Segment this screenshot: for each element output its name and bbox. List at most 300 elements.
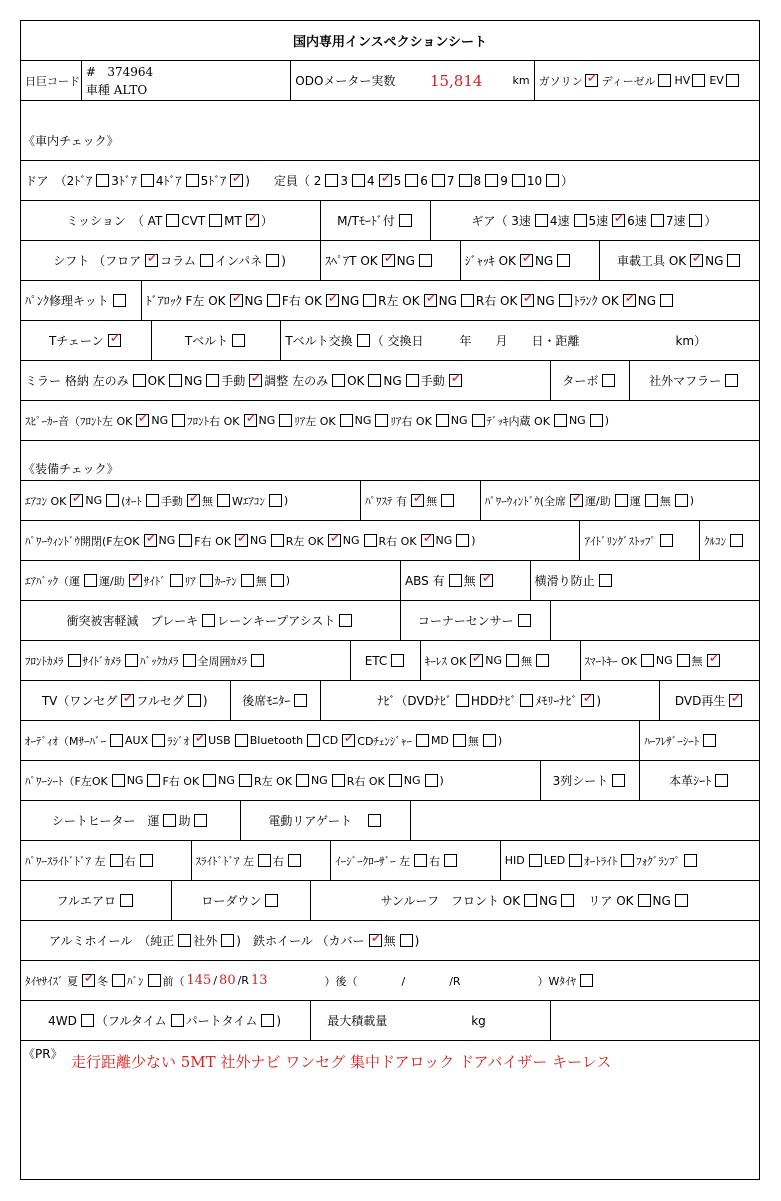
item-label: ﾊﾟﾜｰｳｨﾝﾄﾞｳ(全席	[484, 494, 567, 508]
checkbox[interactable]	[658, 74, 671, 87]
check-cell	[500, 841, 759, 880]
checkbox[interactable]	[172, 414, 185, 427]
checkbox[interactable]	[689, 214, 702, 227]
item-label: 無	[691, 654, 703, 668]
checked-checkbox[interactable]	[193, 734, 206, 747]
item-label: USB	[208, 734, 231, 747]
checkbox[interactable]	[332, 374, 345, 387]
checkbox[interactable]	[267, 294, 280, 307]
checkbox[interactable]	[68, 654, 81, 667]
item-label: 無	[467, 734, 479, 748]
checkbox[interactable]	[288, 854, 301, 867]
item-label: NG	[342, 534, 360, 547]
check-cell	[240, 801, 410, 840]
checked-checkbox[interactable]	[144, 534, 157, 547]
checkbox[interactable]	[183, 654, 196, 667]
checked-checkbox[interactable]	[382, 254, 395, 267]
checkbox[interactable]	[84, 574, 97, 587]
checkbox[interactable]	[727, 254, 740, 267]
item-label: R右 OK	[378, 534, 417, 548]
item-label: 社外	[193, 934, 218, 948]
check-cell	[21, 601, 400, 640]
item-label: 4速	[549, 214, 570, 228]
checked-checkbox[interactable]	[690, 254, 703, 267]
checked-checkbox[interactable]	[623, 294, 636, 307]
item-label: 手動	[160, 494, 183, 508]
check-cell	[320, 681, 659, 720]
checkbox[interactable]	[166, 214, 179, 227]
item-label: NG	[151, 414, 169, 427]
check-cell	[21, 561, 400, 600]
item-label: 4	[366, 173, 375, 188]
checkbox[interactable]	[206, 374, 219, 387]
check-cell	[230, 681, 320, 720]
item-label: NG	[438, 293, 457, 308]
item-label: NG	[244, 293, 263, 308]
vehicle-id-cell	[81, 61, 290, 100]
check-row-mission	[21, 201, 759, 241]
item-label: NG	[310, 774, 328, 787]
checked-checkbox[interactable]	[424, 294, 437, 307]
checked-checkbox[interactable]	[246, 214, 259, 227]
check-cell	[629, 361, 759, 400]
checkbox[interactable]	[368, 814, 381, 827]
item-label: 9	[500, 173, 508, 188]
item-label: HDDﾅﾋﾞ	[470, 694, 517, 708]
item-label: 5ﾄﾞｱ	[200, 174, 227, 188]
checkbox[interactable]	[140, 854, 153, 867]
checkbox[interactable]	[266, 254, 279, 267]
checkbox[interactable]	[239, 774, 252, 787]
checkbox[interactable]	[400, 934, 413, 947]
check-row-aero	[21, 881, 759, 921]
item-label: 無	[383, 934, 396, 948]
checkbox[interactable]	[375, 414, 388, 427]
checked-checkbox[interactable]	[379, 174, 392, 187]
check-cell	[320, 241, 460, 280]
checkbox[interactable]	[436, 414, 449, 427]
checked-checkbox[interactable]	[145, 254, 158, 267]
checkbox[interactable]	[125, 654, 138, 667]
item-label: ｽﾏｰﾄｷｰ OK	[584, 654, 637, 668]
checkbox[interactable]	[110, 734, 123, 747]
checkbox[interactable]	[235, 734, 248, 747]
checkbox[interactable]	[535, 214, 548, 227]
checkbox[interactable]	[590, 414, 603, 427]
checkbox[interactable]	[271, 534, 284, 547]
check-cell	[639, 761, 759, 800]
item-label: 無	[255, 574, 267, 588]
fuel-label: HV	[674, 74, 691, 87]
checkbox[interactable]	[120, 894, 133, 907]
checkbox[interactable]	[141, 174, 154, 187]
checkbox[interactable]	[725, 374, 738, 387]
checked-checkbox[interactable]	[82, 974, 95, 987]
check-cell	[151, 321, 281, 360]
item-label: 無	[426, 494, 438, 508]
item-label: 運/助	[585, 494, 611, 508]
checkbox[interactable]	[524, 894, 537, 907]
check-cell	[410, 801, 759, 840]
checkbox[interactable]	[645, 494, 658, 507]
checkbox[interactable]	[232, 334, 245, 347]
item-label: ﾘｱ左 OK	[294, 414, 336, 428]
item-label: 手動	[221, 374, 246, 388]
checkbox[interactable]	[363, 294, 376, 307]
checkbox[interactable]	[414, 854, 427, 867]
checkbox[interactable]	[557, 254, 570, 267]
inspection-sheet	[20, 20, 760, 1180]
checkbox[interactable]	[615, 494, 628, 507]
item-label: F右 OK	[162, 774, 200, 788]
checkbox[interactable]	[703, 734, 716, 747]
item-label: /R	[237, 974, 249, 987]
item-label: )	[604, 414, 609, 427]
checked-checkbox[interactable]	[230, 294, 243, 307]
checkbox[interactable]	[483, 734, 496, 747]
item-label: フルエアロ	[56, 894, 117, 908]
item-label: 無	[659, 494, 671, 508]
checkbox[interactable]	[660, 294, 673, 307]
checkbox[interactable]	[261, 1014, 274, 1027]
checkbox[interactable]	[692, 74, 705, 87]
checked-checkbox[interactable]	[729, 694, 742, 707]
item-label: 本革ｼｰﾄ	[669, 774, 712, 788]
checkbox[interactable]	[265, 894, 278, 907]
item-label: ETC	[364, 653, 388, 668]
checkbox[interactable]	[602, 374, 615, 387]
checkbox[interactable]	[170, 574, 183, 587]
item-label: ｽﾗｲﾄﾞﾄﾞｱ 左	[195, 854, 255, 868]
checkbox[interactable]	[148, 974, 161, 987]
check-row-tire	[21, 961, 759, 1001]
item-label: ターボ	[562, 374, 599, 388]
checked-checkbox[interactable]	[369, 934, 382, 947]
checkbox[interactable]	[169, 374, 182, 387]
check-cell	[141, 281, 759, 320]
checkbox[interactable]	[554, 414, 567, 427]
check-cell	[310, 881, 759, 920]
item-label: ）後（ / /R ）Wﾀｲﾔ	[269, 974, 576, 988]
pr-area	[21, 1041, 759, 1179]
item-label: NG	[485, 654, 503, 667]
item-label: ｻｲﾄﾞｶﾒﾗ	[82, 654, 121, 668]
checkbox[interactable]	[399, 214, 412, 227]
checked-checkbox[interactable]	[470, 654, 483, 667]
checkbox[interactable]	[296, 774, 309, 787]
checkbox[interactable]	[112, 974, 125, 987]
item-label: NG	[568, 414, 586, 427]
checkbox[interactable]	[660, 534, 673, 547]
item-label: R右 OK	[475, 294, 518, 308]
check-cell	[21, 801, 240, 840]
checked-checkbox[interactable]	[249, 374, 262, 387]
item-label: 4WD	[48, 1013, 77, 1028]
item-label: M/Tﾓｰﾄﾞ付	[337, 214, 395, 228]
item-label: ) 定員（ 2	[245, 174, 322, 188]
check-row-speaker	[21, 401, 759, 441]
checkbox[interactable]	[146, 494, 159, 507]
checked-checkbox[interactable]	[136, 414, 149, 427]
item-label: NG	[396, 253, 415, 268]
item-label: NG	[652, 893, 671, 908]
checked-checkbox[interactable]	[328, 534, 341, 547]
checkbox[interactable]	[472, 414, 485, 427]
item-label: ﾊﾟﾜｽﾃ 有	[365, 494, 408, 508]
checked-checkbox[interactable]	[411, 494, 424, 507]
checkbox[interactable]	[271, 574, 284, 587]
filled-value: 80	[219, 973, 236, 988]
checked-checkbox[interactable]	[121, 694, 134, 707]
checkbox[interactable]	[152, 734, 165, 747]
check-row-pw-open	[21, 521, 759, 561]
item-label: ドア （2ﾄﾞｱ	[25, 174, 93, 188]
checkbox[interactable]	[294, 694, 307, 707]
checked-checkbox[interactable]	[707, 654, 720, 667]
item-label: 6速	[627, 214, 647, 228]
check-cell	[550, 361, 630, 400]
checkbox[interactable]	[651, 214, 664, 227]
item-label: リア OK	[576, 894, 634, 908]
item-label: Bluetooth	[249, 734, 304, 747]
checkbox[interactable]	[621, 854, 634, 867]
check-cell	[21, 721, 639, 760]
checkbox[interactable]	[209, 214, 222, 227]
checkbox[interactable]	[391, 654, 404, 667]
checkbox[interactable]	[638, 894, 651, 907]
item-label: 8	[473, 173, 482, 188]
checkbox[interactable]	[569, 854, 582, 867]
checkbox[interactable]	[221, 934, 234, 947]
checked-checkbox[interactable]	[326, 294, 339, 307]
checkbox[interactable]	[546, 174, 559, 187]
checkbox[interactable]	[416, 734, 429, 747]
checkbox[interactable]	[258, 854, 271, 867]
checkbox[interactable]	[194, 814, 207, 827]
item-label: ﾊﾞﾝ	[127, 974, 144, 988]
checkbox[interactable]	[186, 174, 199, 187]
checked-checkbox[interactable]	[230, 174, 243, 187]
check-cell	[21, 361, 550, 400]
item-label: 前（	[162, 974, 185, 988]
check-cell	[420, 641, 580, 680]
checkbox[interactable]	[113, 294, 126, 307]
item-label: ﾌﾛﾝﾄ右 OK	[187, 414, 240, 428]
checkbox[interactable]	[200, 254, 213, 267]
checkbox[interactable]	[339, 614, 352, 627]
item-label: 6	[420, 173, 428, 188]
checkbox[interactable]	[96, 174, 109, 187]
checkbox[interactable]	[730, 534, 743, 547]
checkbox[interactable]	[432, 174, 445, 187]
item-label: 後席ﾓﾆﾀｰ	[242, 694, 291, 708]
check-cell	[21, 321, 151, 360]
checkbox[interactable]	[188, 694, 201, 707]
item-label: 3列シート	[552, 774, 609, 788]
checkbox[interactable]	[110, 854, 123, 867]
checkbox[interactable]	[561, 894, 574, 907]
checkbox[interactable]	[518, 614, 531, 627]
check-cell	[400, 561, 530, 600]
checkbox[interactable]	[178, 934, 191, 947]
check-cell	[191, 841, 331, 880]
check-cell	[21, 401, 759, 440]
checkbox[interactable]	[405, 174, 418, 187]
checked-checkbox[interactable]	[342, 734, 355, 747]
item-label: 無	[521, 654, 533, 668]
checkbox[interactable]	[506, 654, 519, 667]
checkbox[interactable]	[485, 174, 498, 187]
item-label: ﾊﾟﾜｰｳｨﾝﾄﾞｳ開閉(F左OK	[25, 534, 140, 548]
item-label: NG	[403, 774, 421, 787]
check-cell	[659, 681, 759, 720]
check-row-slide	[21, 841, 759, 881]
checkbox[interactable]	[357, 334, 370, 347]
checked-checkbox[interactable]	[187, 494, 200, 507]
checkbox[interactable]	[251, 654, 264, 667]
equipment-section-label: 《装備チェック》	[23, 461, 119, 476]
checkbox[interactable]	[200, 574, 213, 587]
checkbox[interactable]	[612, 774, 625, 787]
item-label: )	[283, 494, 289, 507]
checked-checkbox[interactable]	[581, 694, 594, 707]
checkbox[interactable]	[147, 774, 160, 787]
item-label: ﾄﾞｱﾛｯｸ F左 OK	[145, 294, 226, 308]
item-label: ｽﾋﾟｰｶｰ音（ﾌﾛﾝﾄ左 OK	[25, 414, 133, 428]
checkbox[interactable]	[580, 974, 593, 987]
checkbox[interactable]	[203, 774, 216, 787]
checkbox[interactable]	[202, 614, 215, 627]
item-label: 無	[463, 574, 476, 588]
checkbox[interactable]	[574, 214, 587, 227]
checkbox[interactable]	[536, 654, 549, 667]
checkbox[interactable]	[456, 694, 469, 707]
checkbox[interactable]	[368, 374, 381, 387]
item-label: 手動	[420, 374, 445, 388]
checkbox[interactable]	[520, 694, 533, 707]
item-label: ﾘｱ右 OK	[390, 414, 432, 428]
checkbox[interactable]	[279, 414, 292, 427]
check-cell	[21, 641, 350, 680]
item-label: )	[471, 534, 476, 547]
checked-checkbox[interactable]	[108, 334, 121, 347]
checkbox[interactable]	[453, 734, 466, 747]
checked-checkbox[interactable]	[520, 254, 533, 267]
checkbox[interactable]	[425, 774, 438, 787]
checked-checkbox[interactable]	[129, 574, 142, 587]
item-label: インパネ	[215, 254, 263, 268]
check-cell	[310, 1001, 549, 1040]
checkbox[interactable]	[112, 774, 125, 787]
checked-checkbox[interactable]	[449, 374, 462, 387]
item-label: HID	[504, 854, 525, 867]
checked-checkbox[interactable]	[235, 534, 248, 547]
item-label: NG	[539, 893, 558, 908]
checkbox[interactable]	[715, 774, 728, 787]
checkbox[interactable]	[675, 494, 688, 507]
item-label: 社外マフラー	[649, 374, 722, 388]
checkbox[interactable]	[133, 374, 146, 387]
checkbox[interactable]	[441, 494, 454, 507]
item-label: NG	[450, 414, 468, 427]
checked-checkbox[interactable]	[421, 534, 434, 547]
checkbox[interactable]	[352, 174, 365, 187]
checked-checkbox[interactable]	[244, 414, 257, 427]
item-label: ﾒﾓﾘｰﾅﾋﾞ	[535, 694, 578, 708]
filled-value: 145	[186, 973, 212, 988]
checkbox[interactable]	[389, 774, 402, 787]
item-label: )	[414, 933, 420, 948]
checkbox[interactable]	[269, 494, 282, 507]
checkbox[interactable]	[512, 174, 525, 187]
checkbox[interactable]	[559, 294, 572, 307]
item-label: F右 OK	[281, 294, 322, 308]
checkbox[interactable]	[599, 574, 612, 587]
checkbox[interactable]	[444, 854, 457, 867]
checkbox[interactable]	[406, 374, 419, 387]
item-label: NG	[705, 253, 724, 268]
checkbox[interactable]	[171, 1014, 184, 1027]
item-label: 全周囲ｶﾒﾗ	[197, 654, 247, 668]
item-label: ）	[561, 174, 574, 188]
check-cell	[550, 1001, 759, 1040]
checkbox[interactable]	[106, 494, 119, 507]
item-label: )	[285, 574, 291, 587]
checkbox[interactable]	[677, 654, 690, 667]
checkbox[interactable]	[419, 254, 432, 267]
checkbox[interactable]	[325, 174, 338, 187]
item-label: CDﾁｪﾝｼﾞｬｰ	[357, 734, 412, 748]
checkbox[interactable]	[217, 494, 230, 507]
checkbox[interactable]	[332, 774, 345, 787]
checkbox[interactable]	[163, 814, 176, 827]
item-label: NG	[126, 774, 144, 787]
fuel-label: EV	[709, 74, 724, 87]
checkbox[interactable]	[459, 174, 472, 187]
checked-checkbox[interactable]	[70, 494, 83, 507]
item-label: ｽﾍﾟｱT OK	[325, 254, 378, 268]
checkbox[interactable]	[726, 74, 739, 87]
checkbox[interactable]	[456, 534, 469, 547]
item-label: NG	[183, 373, 203, 388]
check-row-shift	[21, 241, 759, 281]
checked-checkbox[interactable]	[480, 574, 493, 587]
checked-checkbox[interactable]	[612, 214, 625, 227]
checkbox[interactable]	[307, 734, 320, 747]
checkbox[interactable]	[241, 574, 254, 587]
check-cell	[21, 281, 141, 320]
checkbox[interactable]	[641, 654, 654, 667]
checkbox[interactable]	[675, 894, 688, 907]
checkbox[interactable]	[81, 1014, 94, 1027]
checked-checkbox[interactable]	[521, 294, 534, 307]
item-label: ﾊﾟﾜｰｽﾗｲﾄﾞﾄﾞｱ 左	[25, 854, 106, 868]
checked-checkbox[interactable]	[570, 494, 583, 507]
checkbox[interactable]	[179, 534, 192, 547]
checkbox[interactable]	[364, 534, 377, 547]
checkbox[interactable]	[529, 854, 542, 867]
item-label: ｵｰﾃﾞｨｵ（Mｻｰﾊﾞｰ	[25, 734, 106, 748]
item-label: ローダウン	[201, 894, 262, 908]
item-label: )	[596, 693, 602, 708]
checkbox[interactable]	[340, 414, 353, 427]
item-label: レーンキープアシスト	[217, 614, 336, 628]
check-row-aircon	[21, 481, 759, 521]
checkbox[interactable]	[461, 294, 474, 307]
checkbox[interactable]	[449, 574, 462, 587]
checkbox[interactable]	[684, 854, 697, 867]
checked-checkbox[interactable]	[585, 74, 598, 87]
